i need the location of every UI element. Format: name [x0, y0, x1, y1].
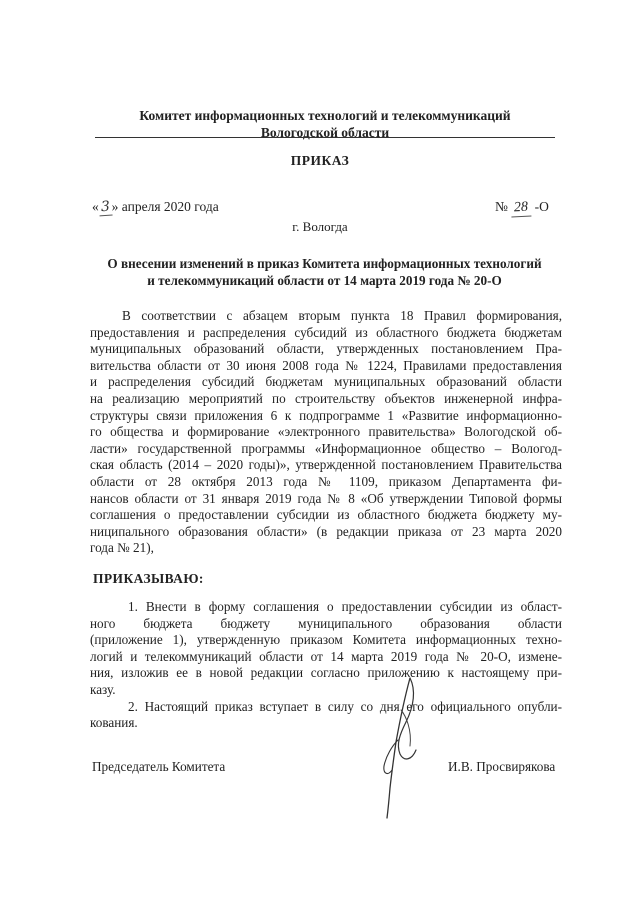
- preamble-line: ниципального образования области» (в редакции приказа от 23 марта 2020: [90, 523, 562, 539]
- preamble-line: области от 28 октября 2013 года № 1109, приказом Департамента фи-: [90, 473, 562, 489]
- signer-name: И.В. Просвирякова: [448, 759, 556, 774]
- date-day-handwritten: 3: [98, 199, 112, 217]
- decree-items: [90, 599, 562, 732]
- organization-name-line1: Комитет информационных технологий и телекоммуникаций: [139, 108, 511, 123]
- organization-name-line2: Вологодской области: [260, 125, 390, 140]
- organization-header: [90, 107, 560, 141]
- preamble-line: ласти» государственной программы «Информационное общество – Вологод-: [90, 440, 562, 456]
- item1-line: 1. Внести в форму соглашения о предоставлении субсидии из област-: [128, 599, 562, 614]
- date-close-quote: »: [111, 199, 119, 214]
- document-title: ПРИКАЗ: [290, 153, 350, 168]
- item2-line: 2. Настоящий приказ вступает в силу со дня его официального опубли-: [128, 698, 562, 714]
- preamble-line: ская область (2014 – 2020 годы)», утвержденной постановлением Правительства: [90, 457, 562, 473]
- item1-line: логий и телекоммуникаций области от 14 марта 2019 года № 20-О, измене-: [90, 648, 562, 664]
- preamble-line: на реализацию мероприятий по строительству объектов инженерной инфра-: [90, 390, 562, 406]
- item1-line: ния, изложив ее в новой редакции согласно приложению к настоящему при-: [90, 665, 562, 681]
- number-prefix: №: [495, 199, 512, 214]
- item1-line: (приложение 1), утвержденную приказом Комитета информационных техно-: [90, 632, 562, 648]
- preamble-line: муниципальных образований области, утвержденных постановлением Пра-: [90, 341, 562, 357]
- preamble-line: нансов области от 31 января 2019 года № 8 «Об утверждении Типовой формы: [90, 490, 562, 506]
- preamble-line: структуры связи приложения 6 к подпрограмме 1 «Развитие информационно-: [90, 407, 562, 423]
- preamble-paragraph: [90, 308, 562, 557]
- handwritten-signature: [370, 670, 440, 820]
- signer-position: Председатель Комитета: [92, 759, 226, 774]
- item1-line: казу.: [90, 681, 116, 697]
- document-date: [92, 199, 219, 216]
- subject-line1: О внесении изменений в приказ Комитета информационных технологий: [107, 256, 542, 271]
- preamble-line: и распределения субсидий бюджетам муниципальных образований области: [90, 374, 562, 390]
- decree-heading: ПРИКАЗЫВАЮ:: [93, 571, 204, 586]
- date-open-quote: «: [92, 199, 99, 214]
- preamble-line: года № 21),: [90, 540, 154, 556]
- document-subject: [82, 256, 567, 289]
- preamble-line: вительства области от 30 июня 2008 года № 1224, Правилами предоставления: [90, 357, 562, 373]
- preamble-line: В соответствии с абзацем вторым пункта 18 Правил формирования,: [122, 308, 562, 323]
- number-suffix: -О: [531, 199, 549, 214]
- document-city: г. Вологда: [292, 219, 348, 234]
- document-number: [495, 199, 549, 217]
- preamble-line: предоставления и распределения субсидий из областного бюджета бюджетам: [90, 324, 562, 340]
- item2-line: кования.: [90, 715, 138, 731]
- subject-line2: и телекоммуникаций области от 14 марта 2019 года № 20-О: [147, 272, 502, 288]
- preamble-line: соглашения о предоставлении субсидии из областного бюджета бюджету му-: [90, 507, 562, 523]
- preamble-line: го общества и формирование «электронного правительства» Вологодской об-: [90, 424, 562, 440]
- number-handwritten: 28: [511, 199, 532, 217]
- item1-line: ного бюджета бюджету муниципального образования области: [90, 615, 562, 631]
- date-month-year: апреля 2020 года: [118, 199, 219, 214]
- header-divider: [95, 137, 555, 138]
